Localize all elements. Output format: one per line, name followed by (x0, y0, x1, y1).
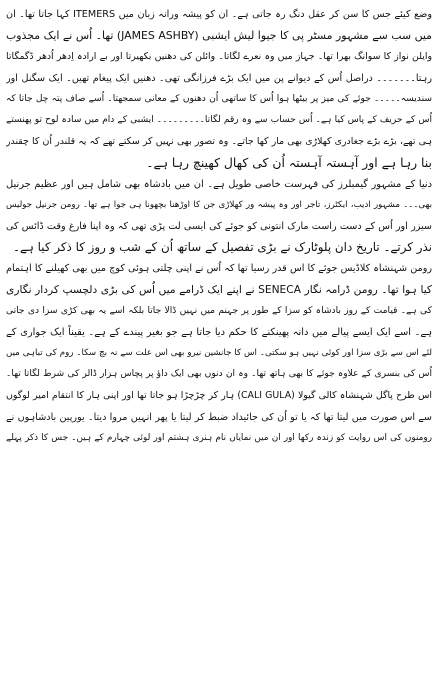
text-line: اُس کی بنسری کے علاوہ جوئے کا بھی ہاتھ تھا۔ وہ ان دنوں بھی ایک داؤ پر پچاس ہزار ڈالر کی شرط لگاتا تھا۔ (6, 369, 432, 380)
paragraph-roman-emperors (6, 258, 432, 449)
text-line: وضع کیئے جس کا سن کر عقل دنگ رہ جاتی ہے۔ ان کو پیشہ ورانہ زبان میں ITEMERS کہا جاتا تھا۔ ان (6, 9, 432, 20)
text-line: بھی۔۔۔ مشہور ادیب، ایکٹرز، تاجر اور وہ پیشہ ور کھلاڑی جن کا اوڑھنا بچھونا ہی جوا ہے تھا۔ رومن جرنیل جولیس (6, 199, 432, 210)
text-line: رہتا۔۔۔۔۔۔۔ دراصل اُس کے دیوانے پن میں ایک بڑے فرزانگی تھی۔ دھنیں ایک پیغام تھیں۔ ایک سگنل اور (6, 72, 432, 84)
text-line: سے اس صورت میں لیتا تھا کہ یا تو اُن کی جائیداد ضبط کر لیتا یا پھر انہیں مروا دیتا۔ یورپین بادشاہوں نے (6, 411, 432, 423)
text-line: بنا رہا ہے اور آہستہ آہستہ اُن کی کھال کھینچ رہا ہے۔ (146, 155, 432, 171)
text-line: سیزر اور اُس کے دست راست مارک انتونی کو جوئے کی ایسی لت پڑی تھی کہ وہ اپنا فارغ وقت ڈائس کی (6, 220, 432, 232)
text-line: رومنوں کی اس روایت کو زندہ رکھا اور ان میں نمایاں نام ہنری ہشتم اور لوئی چہارم کے ہیں۔ جس کا ذکر پہلے (6, 432, 432, 443)
text-line: سندیسہ۔۔۔۔۔ جوئے کی میز پر بیٹھا ہوا اُس کا ساتھی اُن دھنوں کے معانی سمجھتا۔ اُسے صاف پتہ چل جاتا کہ (6, 93, 432, 104)
paragraph-famous-gamblers (6, 174, 432, 259)
text-line: اس طرح پاگل شہنشاہ کالی گیولا (CALI GULA) ہار کر چڑچڑا ہو جاتا تھا اور اپنی ہار کا انتقام امیر لوگوں (6, 390, 432, 402)
text-line: اُس کے حریف کے پاس کیا ہے۔ اُس حساب سے وہ رقم لگاتا۔۔۔۔۔۔۔۔۔ ایشبی کے دام میں سادہ لوح تو پھنستے (6, 114, 432, 125)
text-line: ہی تھے، بڑے بڑے جغادری کھلاڑی بھی مار کھا جاتے۔ وہ تصور بھی نہیں کر سکتے تھے کہ یہ قلندر اُن کا چقندر (6, 136, 432, 148)
text-line: نذر کرتے۔ تاریخ دان پلوٹارک نے بڑی تفصیل کے ساتھ اُن کے شب و روز کا ذکر کیا ہے۔ (12, 240, 432, 255)
text-line: لئے اس سے بڑی سزا اور کوئی نہیں ہو سکتی۔ اس کا جانشین نیرو بھی اس علت سے نہ بچ سکا۔ روم کی تباہی میں (6, 348, 432, 358)
paragraph-itemers (6, 4, 432, 174)
text-line: میں سب سے مشہور مسٹر پی کا جیوا لیش ایشبی (JAMES ASHBY) تھا۔ اُس نے ایک مجذوب (6, 29, 432, 43)
text-line: وایلن نواز کا سوانگ بھرا تھا۔ جہاز میں وہ نعرے لگاتا۔ وائلن کی دھنیں بکھیرتا اور بے ارادہ اِدھر اُدھر ڈگمگاتا (6, 51, 432, 63)
text-line: رومن شہنشاہ کلاڈیس جوئے کا اس قدر رسیا تھا کہ اُس نے اپنی چلتی ہوئی کوچ میں بھی کھیلنے کا اہتمام (6, 263, 432, 275)
text-line: ہے۔ اسے ایک ایسے پیالے میں دانہ پھینکنے کا حکم دیا جاتا ہے جو بغیر پیندے کے ہے۔ یقیناً ایک جواری کے (6, 326, 432, 338)
text-line: دنیا کے مشہور گیمبلرز کی فہرست خاصی طویل ہے۔ ان میں بادشاہ بھی شامل ہیں اور عظیم جرنیل (6, 178, 432, 190)
text-line: کیا ہوا تھا۔ رومن ڈرامہ نگار SENECA نے اپنے ایک ڈرامے میں اُس کی بڑی دلچسپ کردار نگاری (6, 283, 432, 297)
text-line: کی ہے۔ قیامت کے روز بادشاہ کو سزا کے طور پر جہنم میں نہیں ڈالا جاتا بلکہ اسے یہ بھی کڑی سزا دی جاتی (6, 305, 432, 316)
